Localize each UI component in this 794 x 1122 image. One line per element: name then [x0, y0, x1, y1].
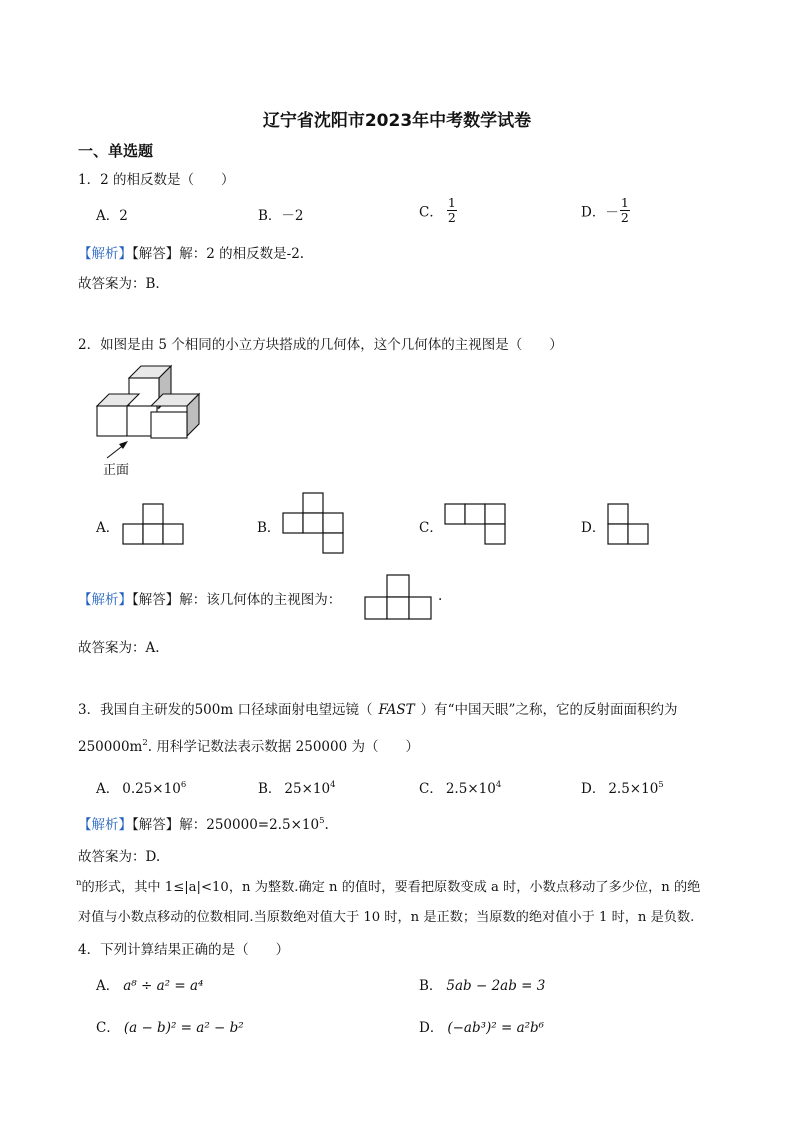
q2-option-b-figure: [283, 492, 345, 554]
section-heading: 一、单选题: [78, 142, 154, 160]
q4-option-b-label: B．: [419, 978, 443, 994]
q1-option-d-label: D．: [581, 204, 606, 221]
q3-analysis: [78, 813, 329, 833]
q2-option-b-label: B．: [257, 520, 281, 536]
q1-option-b: B．－2: [258, 208, 304, 224]
q3-stem-line2-post: . 用科学记数法表示数据 250000 为（ ）: [147, 739, 419, 755]
q3-note-line2: 对值与小数点移动的位数相同.当原数绝对值大于 10 时，n 是正数；当原数的绝对值小于 1 时，n 是负数.: [78, 910, 695, 925]
q2-option-a-figure: [123, 503, 185, 545]
q2-front-label: 正面: [103, 463, 130, 478]
q4-option-b-expr: 5ab − 2ab = 3: [446, 978, 546, 994]
q1-analysis: [78, 242, 304, 262]
q3-option-c-label: C．: [419, 781, 443, 797]
q3-option-d: [581, 777, 664, 797]
q1-analysis-tag: 【解析】: [78, 246, 132, 262]
q4-option-a-expr: a⁸ ÷ a² = a⁴: [123, 978, 204, 994]
q3-stem-line2: [78, 735, 419, 755]
q3-option-d-base: 2.5×10: [608, 781, 659, 797]
q4-option-d-label: D．: [419, 1020, 444, 1036]
q3-stem-line1: [78, 698, 677, 718]
q3-stem-post: ）有“中国天眼”之称，它的反射面面积约为: [420, 702, 678, 718]
q3-note-text1: 的形式，其中 1≤|a|<10，n 为整数.确定 n 的值时，要看把原数变成 a 时，小数点移动了多少位，n 的绝: [81, 880, 701, 895]
q3-option-a-exp: 6: [180, 780, 187, 790]
q3-option-a: [96, 777, 186, 797]
q2-analysis-end: .: [438, 588, 443, 604]
q3-option-a-label: A．: [96, 781, 120, 797]
q1-option-d: [581, 196, 630, 225]
q3-option-b-exp: 4: [330, 780, 336, 790]
q2-option-d-label: D．: [581, 520, 606, 536]
q4-option-b: [419, 974, 545, 994]
q2-analysis-tag: 【解析】: [78, 592, 132, 608]
q3-analysis-sup: 5: [319, 816, 325, 826]
q1-option-c-fraction: [447, 196, 457, 225]
q3-stem-line2-pre: 250000m: [78, 739, 143, 755]
q1-option-d-denominator: 2: [620, 210, 629, 225]
q2-analysis-figure: [365, 574, 433, 620]
q3-option-b-base: 25×10: [284, 781, 331, 797]
q4-option-d: [419, 1016, 544, 1036]
q1-option-c: [419, 196, 457, 225]
q2-option-c-label: C．: [419, 520, 443, 536]
q1-option-d-numerator: 1: [620, 195, 629, 210]
q3-analysis-pre: 【解答】解：250000=2.5×10: [132, 817, 320, 833]
q1-option-c-denominator: 2: [447, 210, 456, 225]
q3-stem-line2-sup: 2: [142, 738, 148, 748]
q3-stem-fast: FAST: [378, 702, 415, 718]
q1-option-d-minus: －: [605, 204, 619, 221]
q2-stem: 2．如图是由 5 个相同的小立方块搭成的几何体，这个几何体的主视图是（ ）: [78, 337, 563, 353]
q1-option-d-fraction: [620, 196, 630, 225]
q2-option-d-figure: [608, 503, 650, 545]
page-title: 辽宁省沈阳市2023年中考数学试卷: [262, 111, 532, 131]
q4-stem: 4．下列计算结果正确的是（ ）: [78, 942, 290, 958]
q1-option-c-numerator: 1: [447, 195, 456, 210]
q2-analysis: [78, 588, 341, 608]
q3-analysis-tag: 【解析】: [78, 817, 132, 833]
q3-note-sup: n: [76, 878, 82, 888]
q1-analysis-text: 【解答】解：2 的相反数是-2.: [132, 246, 305, 262]
q1-option-a: A．2: [96, 208, 128, 224]
q3-option-b-label: B．: [258, 781, 282, 797]
q4-option-d-expr: (−ab³)² = a²b⁶: [447, 1020, 545, 1036]
q3-answer: 故答案为：D.: [78, 849, 161, 865]
q4-option-a: [96, 974, 203, 994]
q2-option-c-figure: [445, 503, 507, 545]
q1-option-c-label: C．: [419, 204, 443, 221]
q4-option-c-label: C．: [96, 1020, 120, 1036]
q3-stem-pre: 3．我国自主研发的500m 口径球面射电望远镜（: [78, 702, 373, 718]
q3-option-d-label: D．: [581, 781, 606, 797]
q3-option-c-base: 2.5×10: [445, 781, 496, 797]
q4-option-a-label: A．: [96, 978, 120, 994]
q3-option-c: [419, 777, 501, 797]
q2-cube-figure: [95, 364, 205, 444]
q3-analysis-post: .: [324, 817, 329, 833]
q2-answer: 故答案为：A.: [78, 640, 160, 656]
q2-option-a-label: A．: [96, 520, 120, 536]
q3-option-c-exp: 4: [495, 780, 502, 790]
q2-analysis-text: 【解答】解：该几何体的主视图为：: [132, 592, 342, 608]
q4-option-c: [96, 1016, 244, 1036]
q3-option-d-exp: 5: [658, 780, 664, 790]
q4-option-c-expr: (a − b)² = a² − b²: [123, 1020, 244, 1036]
q3-note-line1: [76, 876, 700, 895]
q1-stem: 1．2 的相反数是（ ）: [78, 172, 235, 188]
q3-option-a-base: 0.25×10: [122, 781, 181, 797]
q3-option-b: [258, 777, 336, 797]
q1-answer: 故答案为：B.: [78, 276, 160, 292]
